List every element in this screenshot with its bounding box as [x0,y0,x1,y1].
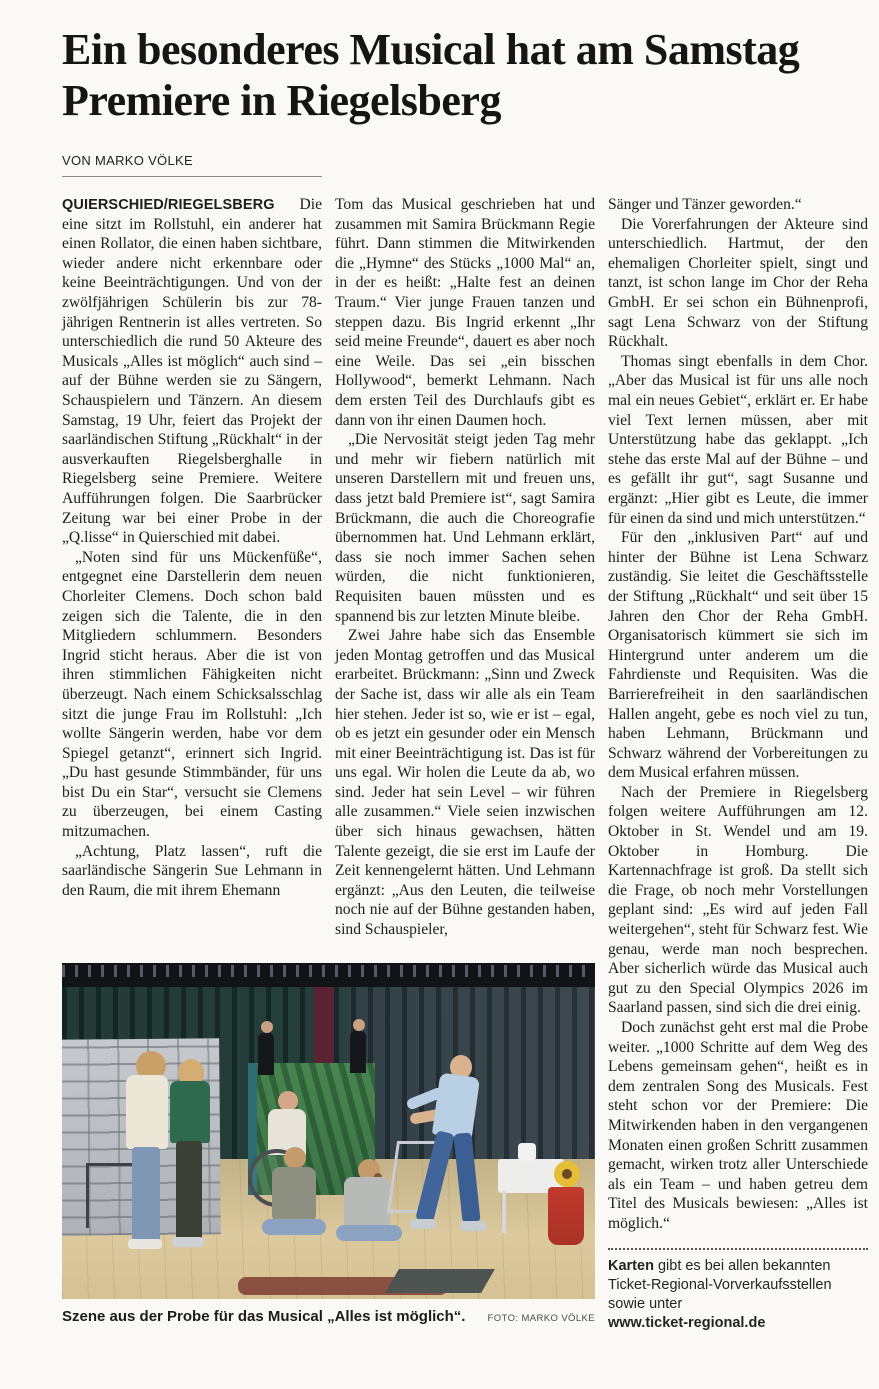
photo-wheelchair-user-head [278,1091,298,1111]
paragraph: „Achtung, Platz lassen“, ruft die saarländische Sängerin Sue Lehmann in den Raum, die mit ihrem Ehemann [62,842,322,899]
paragraph: Doch zunächst geht erst mal die Probe weiter. „1000 Schritte auf dem Weg des Lebens gemeinsam gehen“, heißt es in dem zentralen Song des Musicals. Fest steht schon vor der Premiere: Die Mitwirkenden haben in den vergangenen Monaten einen großen Schritt zusammen gemacht, wirken trotz aller Unterschiede als ein Team – und haben getreu dem Titel des Musicals bewiesen: „Alles ist möglich.“ [608,1019,868,1232]
photo-sitting-girl-hoodie [344,1177,390,1231]
photo-rigging-marks [62,965,595,977]
paragraph: Tom das Musical geschrieben hat und zusammen mit Samira Brückmann Regie führt. Dann stimmen die Mitwirkenden die „Hymne“ des Stücks „1000 Mal“ an, in der es heißt: „Halte fest an deinen Traum.“ Vier junge Frauen tanzen und steppen dazu. Bis Ingrid erkennt „Ihr seid meine Freunde“, dauert es aber noch eine Weile. Das sei „ein bisschen Hollywood“, bemerkt Lehmann. Nach dem ersten Teil des Durchlaufs gibt es dann von ihr einen Daumen hoch. [335,196,595,429]
photo-woman-dark-pants [176,1141,202,1241]
photo-background-person-head [353,1019,365,1031]
photo-background-person [350,1031,366,1073]
paragraph: Für den „inklusiven Part“ auf und hinter der Bühne ist Lena Schwarz zuständig. Sie leitet die Geschäftsstelle der Stiftung „Rückhalt“ und seit über 15 Jahren den Chor der Reha GmbH. Organisatorisch kümmert sie sich im Hintergrund unter anderem um die Fahrdienste und Requisiten. Was die Barrierefreiheit in den saarländischen Hallen angeht, gebe es noch viel zu tun, haben Lehmann, Brückmann und Schwarz während der Vorbereitungen zu dem Musical erfahren müssen. [608,529,868,782]
photo-sunflower-center [562,1169,572,1179]
paragraph: Thomas singt ebenfalls in dem Chor. „Aber das Musical ist für uns alle noch mal ein neues Gebiet“, erklärt er. Er habe viel Text lernen müssen, aber mit Unterstützung habe das geklappt. „Ich stehe das erste Mal auf der Bühne – und es gefällt ihr gut“, sagt Susanne und ergänzt: „Hier gibt es Leute, die immer für einen da sind und mich unterstützen.“ [608,352,868,527]
column-2 [335,195,595,947]
photo-credit: FOTO: MARKO VÖLKE [487,1312,595,1324]
ticket-info-box [608,1248,868,1334]
photo-woman-cream-jacket [126,1075,168,1149]
photo-background-person-head [261,1021,273,1033]
location-tag: QUIERSCHIED/RIEGELSBERG [62,197,275,214]
photo-red-bucket [548,1187,584,1245]
article-headline: Ein besonderes Musical hat am Samstag Premiere in Riegelsberg [62,25,800,126]
photo-caption: Szene aus der Probe für das Musical „Alles ist möglich“. [62,1307,466,1325]
photo-sitting-girl-legs [262,1219,326,1235]
photo-woman-shoes [128,1239,162,1249]
photo-kettle-prop [518,1143,536,1161]
ticket-info-label: Karten [608,1257,654,1274]
photo-man-shoe [460,1221,486,1231]
ticket-info-text: gibt es bei allen bekannten Ticket-Regional-Vorverkaufsstellen sowie unter [608,1257,832,1312]
photo-area [62,963,595,1333]
article-columns [62,195,868,1333]
article-byline: VON MARKO VÖLKE [62,154,322,177]
photo-dark-mat [385,1269,495,1293]
column-3 [608,195,868,1333]
paragraph: Sänger und Tänzer geworden.“ [608,196,802,214]
rehearsal-photo [62,963,595,1299]
paragraph: Nach der Premiere in Riegelsberg folgen weitere Aufführungen am 12. Oktober in St. Wendel und am 19. Oktober in Homburg. Die Kartennachfrage ist groß. Da stellt sich die Frage, ob noch mehr Vorstellungen geplant sind: „Es wird auf jeden Fall weitergehen“, steht für Schwarz fest. Wie genau, werde man noch besprechen. Aber sicherlich würde das Musical auch gut zu den Special Olympics 2026 im Saarland passen, sind sich die drei einig. [608,783,868,1017]
paragraph-text: Die eine sitzt im Rollstuhl, ein anderer hat einen Rollator, die einen haben sichtbare, wieder andere nicht erkennbare oder keine Beeinträchtigungen. Und von der zwölfjährigen Schülerin bis zur 78-jährigen Rentnerin ist alles vertreten. So unterschiedlich die rund 50 Akteure des Musicals „Alles ist möglich“ auch sind – auf der Bühne werden sie zu Sängern, Schauspielern und Tänzern. An diesem Samstag, 19 Uhr, feiert das Projekt der saarländischen Stiftung „Rückhalt“ in der ausverkauften Riegelsberghalle in Riegelsberg seine Premiere. Weitere Aufführungen folgen. Die Saarbrücker Zeitung war bei einer Probe in der „Q.lisse“ in Quierschied mit dabei. [62,196,322,547]
photo-woman-jeans [132,1147,160,1243]
photo-man-blue-shirt [432,1072,480,1139]
paragraph [62,195,322,548]
photo-sitting-girl-legs [336,1225,402,1241]
photo-sitting-girl-head [284,1147,306,1169]
photo-caption-row [62,1308,595,1326]
paragraph: „Noten sind für uns Mückenfüße“, entgegnet eine Darstellerin dem neuen Chorleiter Clemens. Doch schon bald zeigen sich die Talente, die in den Mitgliedern schlummern. Besonders Ingrid sticht heraus. Aber die ist von ihren stimmlichen Fähigkeiten nicht überzeugt. Nach einem Schicksalsschlag sitzt die junge Frau im Rollstuhl: „Ich wollte Sängerin werden, habe vor dem Spiegel getanzt“, erinnert sich Ingrid. „Du hast gesunde Stimmbänder, für uns bist Du ein Star“, versucht sie Clemens zu überzeugen, bei einem Casting mitzumachen. [62,548,322,841]
photo-background-person [258,1033,274,1075]
ticket-website-link: www.ticket-regional.de [608,1314,766,1331]
photo-man-shoe [410,1219,436,1229]
paragraph: Zwei Jahre habe sich das Ensemble jeden Montag getroffen und das Musical erarbeitet. Brückmann: „Sinn und Zweck der Sache ist, dass wir alle als ein Team hier stehen. Jeder ist so, wie er ist – egal, ob es jetzt ein gesunder oder ein Mensch mit einer Beeinträchtigung ist. Das ist für uns egal. Wir holen die Leute da ab, wo sind. Jeder hat sein Level – wir führen alle zusammen.“ Viele seien inzwischen über sich hinaus gewachsen, hätten Talente gezeigt, die sie erst im Laufe der Zeit kennengelernt hätten. Und Lehmann ergänzt: „Aus den Leuten, die teilweise noch nie auf der Bühne gestanden haben, sind Schauspieler, [335,627,595,939]
paragraph: „Die Nervosität steigt jeden Tag mehr und mehr wir fiebern natürlich mit unseren Darstellern mit und freuen uns, dass jetzt bald Premiere ist“, sagt Samira Brückmann, die auch die Choreografie übernommen hat. Und Lehmann erklärt, dass sie noch immer Sachen sehen würden, die nicht funktionieren, Requisiten bauen müssten und es spannend bis zur letzten Minute bleibe. [335,431,595,625]
column-1 [62,195,322,947]
photo-woman-green-shirt [170,1081,210,1143]
photo-sitting-girl-hoodie [272,1167,316,1223]
photo-woman-shoes [172,1237,204,1247]
paragraph: Die Vorerfahrungen der Akteure sind unterschiedlich. Hartmut, der den ehemaligen Chorleiter spielt, singt und tanzt, ist schon lange im Chor der Reha GmbH. Er sei schon ein Bühnenprofi, sagt Lena Schwarz von der Stiftung Rückhalt. [608,215,868,351]
